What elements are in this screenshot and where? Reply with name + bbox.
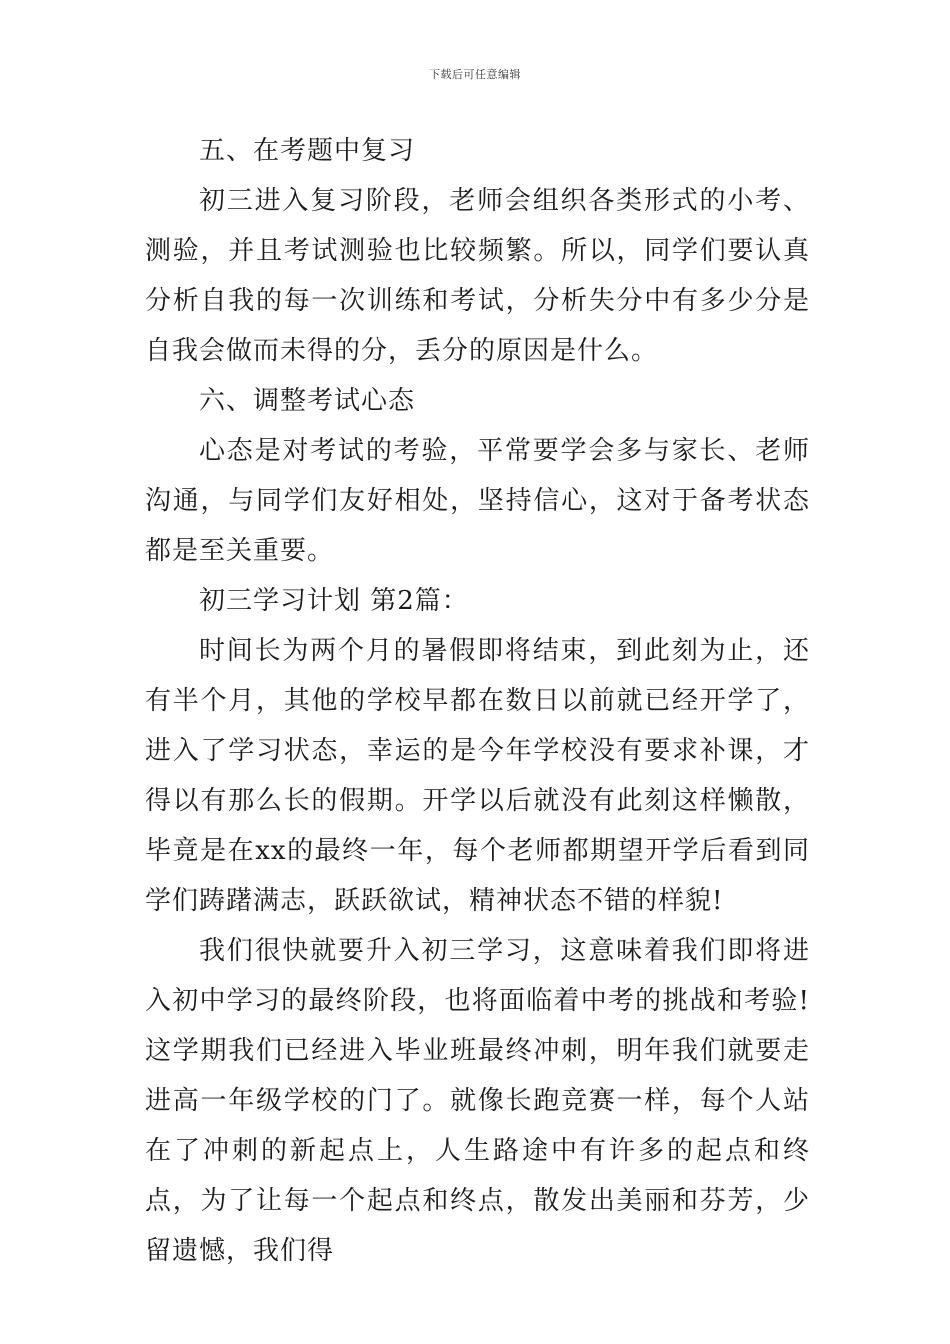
article-title: 初三学习计划 第2篇：	[199, 586, 469, 616]
body-paragraph: 心态是对考试的考验，平常要学会多与家长、老师沟通，与同学们友好相处，坚持信心，这对于备考状态都是至关重要。	[145, 436, 810, 566]
page-header: 下载后可任意编辑	[429, 68, 521, 81]
section-heading-5: 五、在考题中复习	[199, 136, 416, 166]
section-heading-6: 六、调整考试心态	[199, 386, 416, 416]
body-paragraph: 我们很快就要升入初三学习，这意味着我们即将进入初中学习的最终阶段，也将面临着中考的挑战和考验!这学期我们已经进入毕业班最终冲刺，明年我们就要走进高一年级学校的门了。就像长跑竞赛一样，每个人站在了冲刺的新起点上，人生路途中有许多的起点和终点，为了让每一个起点和终点，散发出美丽和芬芳，少留遗憾，我们得	[145, 936, 810, 1266]
body-paragraph: 初三进入复习阶段，老师会组织各类形式的小考、测验，并且考试测验也比较频繁。所以，同学们要认真分析自我的每一次训练和考试，分析失分中有多少分是自我会做而未得的分，丢分的原因是什么。	[145, 186, 810, 366]
body-paragraph: 时间长为两个月的暑假即将结束，到此刻为止，还有半个月，其他的学校早都在数日以前就已经开学了，进入了学习状态，幸运的是今年学校没有要求补课，才得以有那么长的假期。开学以后就没有此刻这样懒散，毕竟是在xx的最终一年，每个老师都期望开学后看到同学们踌躇满志，跃跃欲试，精神状态不错的样貌!	[145, 636, 810, 916]
document-body	[145, 126, 810, 1276]
